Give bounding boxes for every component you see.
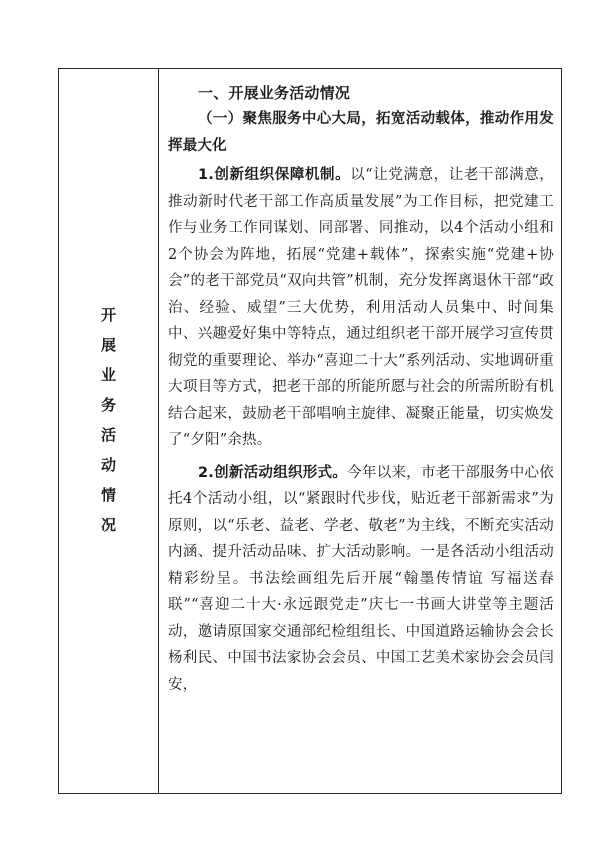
column-divider <box>158 68 159 794</box>
row-label-char: 活 <box>100 426 116 444</box>
content-cell <box>168 80 554 698</box>
paragraph-body: 今年以来，市老干部服务中心依托4个活动小组，以“紧跟时代步伐，贴近老干部新需求”为原则，以“乐老、益老、学老、敬老”为主线，不断充实活动内涵、提升活动品味、扩大活动影响。一是各活动小组活动精彩纷呈。书法绘画组先后开展“翰墨传情谊 写福送春联”“喜迎二十大·永远跟党走”庆七一书画大讲堂等主题活动，邀请原国家交通部纪检组组长、中国道路运输协会会长杨利民、中国书法家协会会员、中国工艺美术家协会会员闫安， <box>168 464 554 693</box>
row-label <box>59 300 158 540</box>
row-label-char: 业 <box>100 366 116 384</box>
paragraph-lead: 1.创新组织保障机制。 <box>198 167 351 183</box>
row-label-char: 情 <box>100 486 116 504</box>
subsection-title: （一）聚焦服务中心大局，拓宽活动载体，推动作用发挥最大化 <box>168 111 554 154</box>
paragraph-body: 以“让党满意，让老干部满意，推动新时代老干部工作高质量发展”为工作目标，把党建工作与业务工作同谋划、同部署、同推动，以4个活动小组和2个协会为阵地，拓展“党建+载体”，探索实施“党建+协会”的老干部党员“双向共管”机制，充分发挥离退休干部“政治、经验、威望”三大优势，利用活动人员集中、时间集中、兴趣爱好集中等特点，通过组织老干部开展学习宣传贯彻党的重要理论、举办“喜迎二十大”系列活动、实地调研重大项目等方式，把老干部的所能所愿与社会的所需所盼有机结合起来，鼓励老干部唱响主旋律、凝聚正能量，切实焕发了“夕阳”余热。 <box>168 167 554 448</box>
paragraph-lead: 2.创新活动组织形式。 <box>198 464 348 481</box>
paragraph <box>168 460 554 699</box>
paragraph <box>168 162 554 454</box>
row-label-char: 况 <box>100 516 116 534</box>
row-label-char: 务 <box>100 396 116 414</box>
row-label-char: 开 <box>100 306 116 324</box>
section-title: 一、开展业务活动情况 <box>198 84 351 102</box>
row-label-char: 展 <box>100 336 116 354</box>
row-label-char: 动 <box>100 456 116 474</box>
